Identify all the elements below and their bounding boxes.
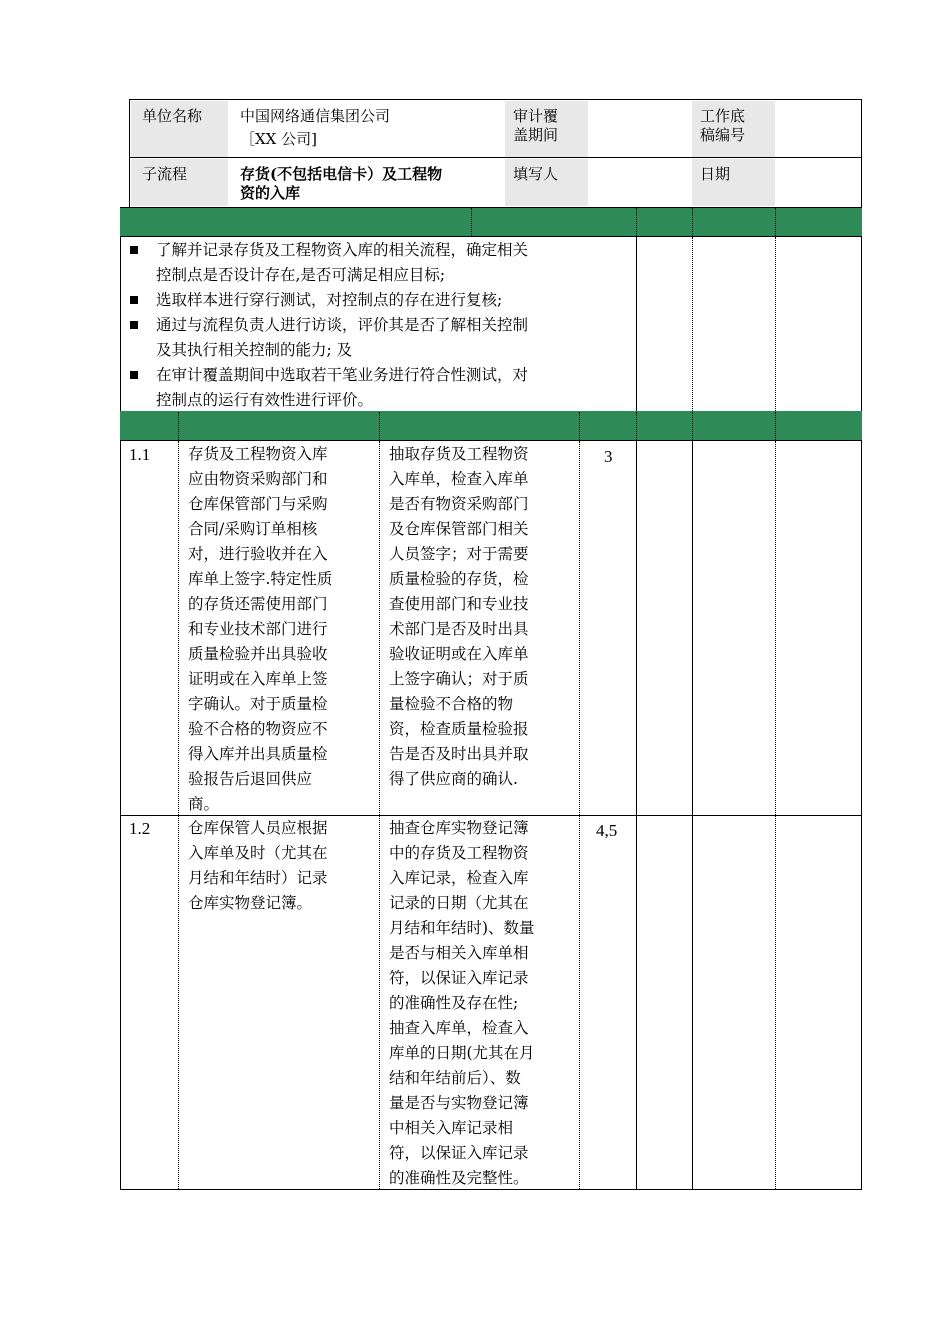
row-number: 1.2 [129,819,151,838]
bullet-square-icon [130,296,138,304]
filler-label: 填写人 [513,165,559,183]
test-procedure: 抽取存货及工程物资 入库单，检查入库单 是否有物资采购部门 及仓库保管部门相关 人员签字；对于需要 质量检验的存货，检 查使用部门和专业技 术部门是否及时出具 验收证明或在入库单 上签字确认；对于质 量检验不合格的物 资，检查质量检验报 告是否及时出具并取 得了供应商的确认. [389,445,529,788]
subprocess-label: 子流程 [142,165,188,183]
test-procedure: 抽查仓库实物登记簿 中的存货及工程物资 入库记录，检查入库 记录的日期（尤其在 月结和年结时)、数量 是否与相关入库单相 符，以保证入库记录 的准确性及存在性; 抽查入库单，检查入 库单的日期(尤其在月 结和年结前后）、数 量是否与实物登记簿 中相关入库记录相 符，以保证入库记录 的准确性及完整性。 [389,819,535,1187]
row-number: 1.1 [129,445,151,464]
reference-number: 4,5 [596,821,618,840]
section-band-top [120,207,862,236]
reference-number: 3 [604,447,613,466]
control-description: 仓库保管人员应根据 入库单及时（尤其在 月结和年结时）记录 仓库实物登记簿。 [188,819,328,912]
objective-item: 了解并记录存货及工程物资入库的相关流程，确定相关 控制点是否设计存在,是否可满足相应目标; [126,238,631,288]
unit-label: 单位名称 [142,107,203,125]
bullet-square-icon [130,371,138,379]
unit-value-line2: ［XX 公司] [240,130,317,148]
workpaper-label-line2: 稿编号 [700,126,746,144]
objectives-list [126,238,631,413]
bullet-square-icon [130,246,138,254]
date-label: 日期 [700,165,731,183]
subprocess-value-line2: 资的入库 [240,184,301,202]
section-band-middle [120,411,862,440]
objective-item: 选取样本进行穿行测试，对控制点的存在进行复核; [126,288,631,313]
workpaper-label-line1: 工作底 [700,107,746,125]
audit-period-label-line1: 审计覆 [513,107,559,125]
unit-value-line1: 中国网络通信集团公司 [240,107,391,125]
objective-item: 在审计覆盖期间中选取若干笔业务进行符合性测试，对 控制点的运行有效性进行评价。 [126,363,631,413]
subprocess-value-line1: 存货(不包括电信卡）及工程物 [240,165,443,183]
bullet-square-icon [130,321,138,329]
control-description: 存货及工程物资入库 应由物资采购部门和 仓库保管部门与采购 合同/采购订单相核 对，进行验收并在入 库单上签字.特定性质 的存货还需使用部门 和专业技术部门进行 质量检验并出具验收 证明或在入库单上签 字确认。对于质量检 验不合格的物资应不 得入库并出具质量检 验报告后退回供应 商。 [188,445,333,813]
objective-item: 通过与流程负责人进行访谈，评价其是否了解相关控制 及其执行相关控制的能力; 及 [126,313,631,363]
audit-period-label-line2: 盖期间 [513,126,559,144]
